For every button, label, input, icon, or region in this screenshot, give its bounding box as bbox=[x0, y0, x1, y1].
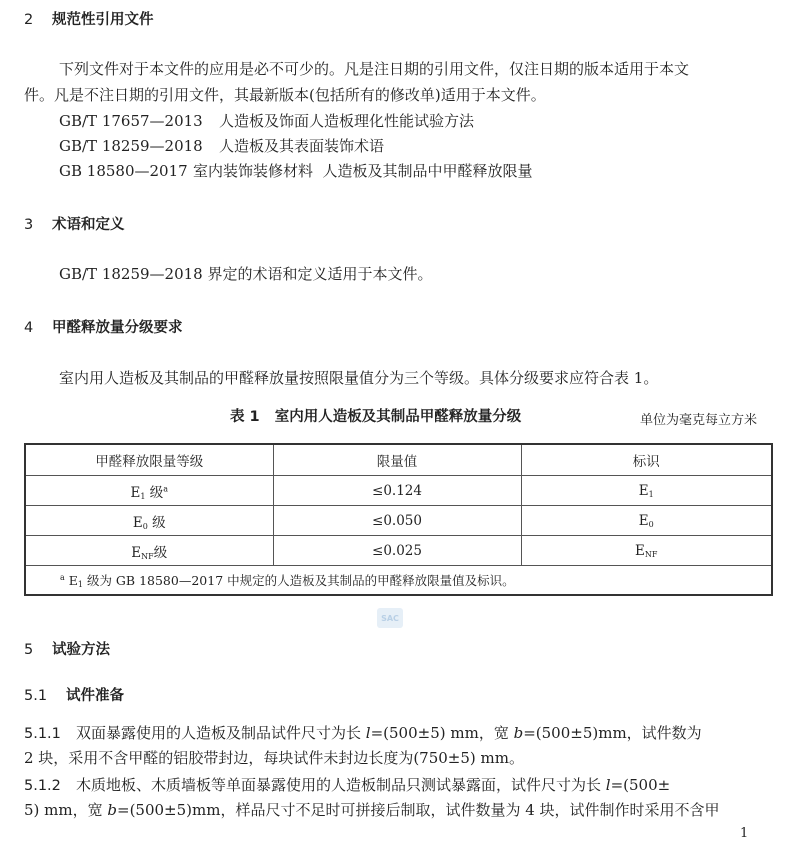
s2-paragraph-line-2: 件。凡是不注日期的引用文件，其最新版本(包括所有的修改单)适用于本文件。 bbox=[24, 86, 546, 104]
label-cell: $E_1$ bbox=[521, 476, 772, 506]
table-row bbox=[25, 536, 772, 566]
reference-title: 人造板及其表面装饰术语 bbox=[219, 137, 385, 155]
section-5-1-heading bbox=[24, 684, 124, 705]
table-header-row bbox=[25, 444, 772, 476]
section-title: 术语和定义 bbox=[52, 217, 125, 233]
table-row bbox=[25, 476, 772, 506]
s2-paragraph-line-1: 下列文件对于本文件的应用是必不可少的。凡是注日期的引用文件，仅注日期的版本适用于本文 bbox=[59, 60, 690, 78]
table-footnote: $^a$ $E_1$ 级为 GB 18580—2017 中规定的人造板及其制品的甲醛释放限量值及标识。 bbox=[25, 566, 772, 596]
clause-5-1-1-line-2: 2 块，采用不含甲醛的铝胶带封边，每块试件未封边长度为(750±5) mm。 bbox=[24, 749, 524, 767]
reference-item bbox=[59, 160, 533, 181]
s3-paragraph: GB/T 18259—2018 界定的术语和定义适用于本文件。 bbox=[59, 265, 433, 283]
section-number: 3 bbox=[24, 217, 34, 233]
table-header: 甲醛释放限量等级 bbox=[25, 444, 273, 476]
reference-item bbox=[59, 110, 474, 131]
reference-code: GB/T 17657—2013 bbox=[59, 112, 203, 130]
section-3-heading bbox=[24, 213, 125, 234]
s4-paragraph: 室内用人造板及其制品的甲醛释放量按照限量值分为三个等级。具体分级要求应符合表 1。 bbox=[59, 369, 659, 387]
section-title: 试验方法 bbox=[52, 642, 110, 658]
clause-number: 5.1.1 bbox=[24, 726, 61, 742]
section-number: 5.1 bbox=[24, 688, 48, 704]
reference-item bbox=[59, 135, 384, 156]
page-number: 1 bbox=[740, 826, 749, 841]
sac-logo-watermark: SAC bbox=[377, 608, 403, 628]
clause-5-1-2-line-2: 5) mm，宽 b=(500±5)mm，样品尺寸不足时可拼接后制取，试件数量为 4 块，试件制作时采用不含甲 bbox=[24, 801, 720, 819]
grade-cell: $E_0$ 级 bbox=[25, 506, 273, 536]
section-title: 甲醛释放量分级要求 bbox=[52, 320, 183, 336]
table-row bbox=[25, 506, 772, 536]
section-number: 5 bbox=[24, 642, 34, 658]
table-header: 标识 bbox=[521, 444, 772, 476]
reference-title: 人造板及饰面人造板理化性能试验方法 bbox=[219, 112, 475, 130]
footnote-mark: a bbox=[60, 572, 65, 582]
formaldehyde-grade-table bbox=[24, 443, 773, 596]
footnote-mark: a bbox=[163, 484, 169, 493]
table-caption: 表 1 室内用人造板及其制品甲醛释放量分级 bbox=[230, 409, 522, 425]
section-number: 4 bbox=[24, 320, 34, 336]
label-cell: $E_{NF}$ bbox=[521, 536, 772, 566]
clause-5-1-2-line-1: 5.1.2 木质地板、木质墙板等单面暴露使用的人造板制品只测试暴露面，试件尺寸为长 l=(500± bbox=[24, 776, 671, 794]
section-number: 2 bbox=[24, 12, 34, 28]
grade-cell: $E_1$ 级$^a$ bbox=[25, 476, 273, 506]
table-unit: 单位为毫克每立方米 bbox=[640, 413, 758, 428]
limit-cell: ≤0.050 bbox=[273, 506, 521, 536]
table-note-row bbox=[25, 566, 772, 596]
section-2-heading bbox=[24, 8, 154, 29]
limit-cell: ≤0.025 bbox=[273, 536, 521, 566]
reference-code: GB 18580—2017 bbox=[59, 162, 188, 180]
reference-title: 室内装饰装修材料 人造板及其制品中甲醛释放限量 bbox=[193, 162, 533, 180]
grade-cell: $E_{NF}$级 bbox=[25, 536, 273, 566]
clause-5-1-1-line-1: 5.1.1 双面暴露使用的人造板及制品试件尺寸为长 l=(500±5) mm，宽 b=(500±5)mm，试件数为 bbox=[24, 724, 702, 742]
section-title: 试件准备 bbox=[66, 688, 124, 704]
section-4-heading bbox=[24, 316, 183, 337]
label-cell: $E_0$ bbox=[521, 506, 772, 536]
limit-cell: ≤0.124 bbox=[273, 476, 521, 506]
clause-number: 5.1.2 bbox=[24, 778, 61, 794]
reference-code: GB/T 18259—2018 bbox=[59, 137, 203, 155]
table-header: 限量值 bbox=[273, 444, 521, 476]
section-5-heading bbox=[24, 638, 110, 659]
section-title: 规范性引用文件 bbox=[52, 12, 154, 28]
